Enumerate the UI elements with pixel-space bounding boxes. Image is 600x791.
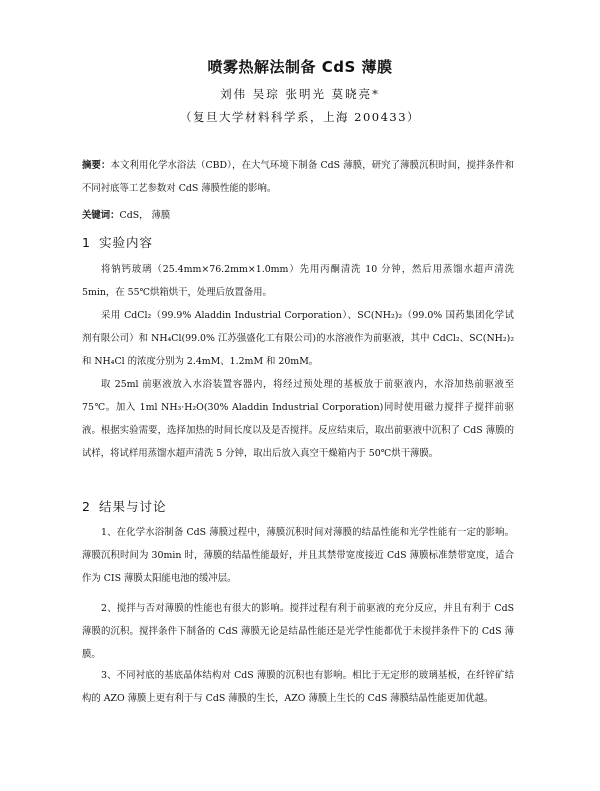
section-number: 1 — [82, 235, 91, 250]
abstract-text: 本文利用化学水浴法（CBD），在大气环境下制备 CdS 薄膜，研究了薄膜沉积时间，搅拌条件和不同衬底等工艺参数对 CdS 薄膜性能的影响。 — [82, 160, 514, 194]
keywords-label: 关键词： — [82, 210, 120, 221]
section-title: 实验内容 — [98, 235, 153, 250]
paper-affiliation: （复旦大学材料科学系，上海 200433） — [179, 110, 421, 124]
abstract — [82, 154, 514, 200]
paragraph: 取 25ml 前驱液放入水浴装置容器内，将经过预处理的基板放于前驱液内，水浴加热前驱液至 75℃。加入 1ml NH₃·H₂O(30% Aladdin Industrial Corporation)同时使用磁力搅拌子搅拌前驱液。根据实验需要，选择加热的时间长度以及是否搅拌。反应结束后，取出前驱液中沉积了 CdS 薄膜的试样，将试样用蒸馏水超声清洗 5 分钟，取出后放入真空干燥箱内于 50℃烘干薄膜。 — [82, 379, 514, 459]
abstract-label: 摘要： — [82, 160, 111, 171]
paragraph: 采用 CdCl₂（99.9% Aladdin Industrial Corporation）、SC(NH₂)₂（99.0% 国药集团化学试剂有限公司）和 NH₄Cl(99.0% 江苏强盛化工有限公司)的水溶液作为前驱液，其中 CdCl₂、SC(NH₂)₂和 NH₄Cl 的浓度分别为 2.4mM、1.2mM 和 20mM。 — [82, 310, 514, 367]
paragraph: 1、在化学水浴制备 CdS 薄膜过程中，薄膜沉积时间对薄膜的结晶性能和光学性能有一定的影响。薄膜沉积时间为 30min 时，薄膜的结晶性能最好，并且其禁带宽度接近 CdS 薄膜标准禁带宽度，适合作为 CIS 薄膜太阳能电池的缓冲层。 — [82, 527, 514, 584]
paper-title: 喷雾热解法制备 CdS 薄膜 — [207, 58, 393, 76]
section-title: 结果与讨论 — [98, 499, 167, 514]
paragraph: 2、搅拌与否对薄膜的性能也有很大的影响。搅拌过程有利于前驱液的充分反应，并且有利于 CdS 薄膜的沉积。搅拌条件下制备的 CdS 薄膜无论是结晶性能还是光学性能都优于未搅拌条件下的 CdS 薄膜。 — [82, 603, 514, 660]
paper-authors: 刘伟 吴琮 张明光 莫晓亮* — [220, 87, 380, 101]
section-heading — [82, 233, 153, 251]
keywords-text: CdS， 薄膜 — [119, 210, 171, 221]
keywords — [82, 204, 514, 227]
section-heading — [82, 497, 166, 515]
paragraph: 3、不同衬底的基底晶体结构对 CdS 薄膜的沉积也有影响。相比于无定形的玻璃基板，在纤锌矿结构的 AZO 薄膜上更有利于与 CdS 薄膜的生长，AZO 薄膜上生长的 CdS 薄膜结晶性能更加优越。 — [82, 670, 514, 704]
section-number: 2 — [82, 499, 91, 514]
paragraph: 将钠钙玻璃（25.4mm×76.2mm×1.0mm）先用丙酮清洗 10 分钟，然后用蒸馏水超声清洗 5min，在 55℃烘箱烘干，处理后放置备用。 — [82, 264, 514, 298]
